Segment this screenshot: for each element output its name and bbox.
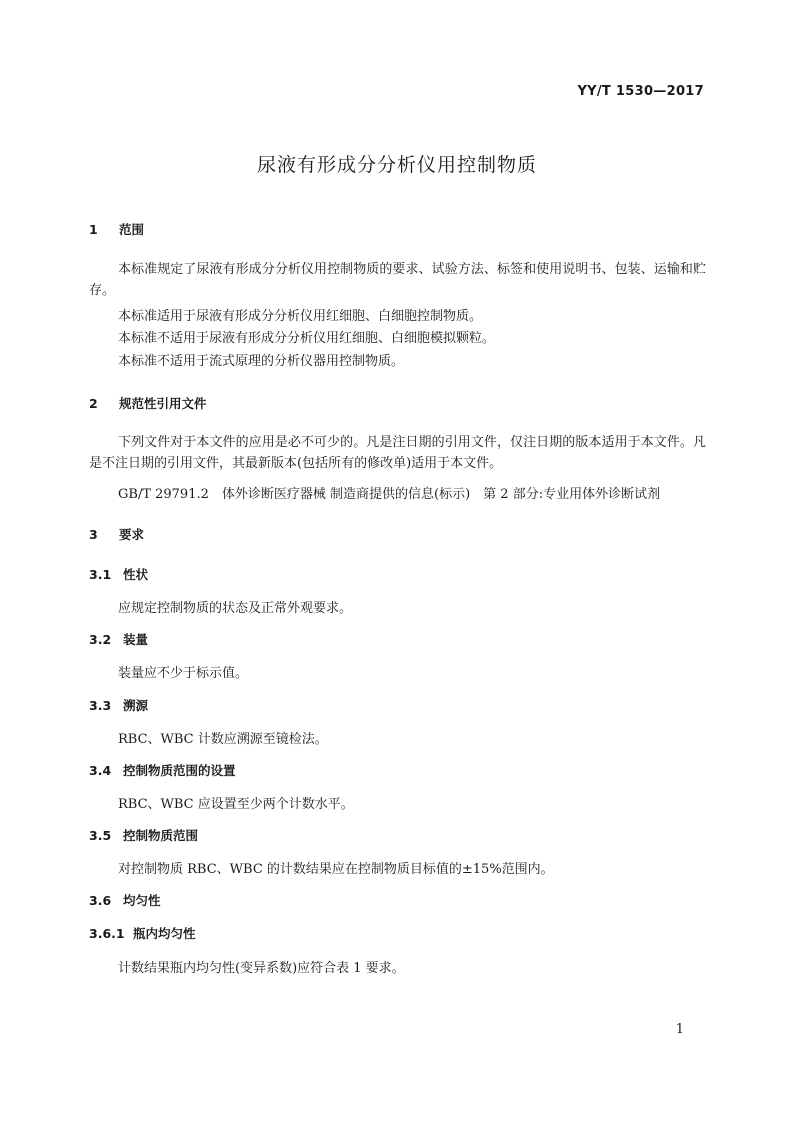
standard-code: YY/T 1530—2017: [577, 84, 704, 99]
section-title: 规范性引用文件: [119, 396, 207, 411]
section-number: 3.3: [89, 698, 112, 713]
section-heading-2: [89, 394, 207, 412]
section-title: 控制物质范围: [123, 828, 199, 843]
paragraph: 对控制物质 RBC、WBC 的计数结果应在控制物质目标值的±15%范围内。: [118, 862, 554, 877]
section-title: 均匀性: [123, 893, 161, 908]
subsection-heading-3-1: [89, 565, 148, 583]
section-title: 范围: [119, 222, 145, 237]
paragraph: 本标准不适用于流式原理的分析仪器用控制物质。: [118, 354, 405, 369]
document-title: 尿液有形成分分析仪用控制物质: [256, 154, 537, 176]
normative-reference: GB/T 29791.2 体外诊断医疗器械 制造商提供的信息(标示) 第 2 部分:专业用体外诊断试剂: [118, 487, 661, 502]
subsection-heading-3-5: [89, 826, 198, 844]
paragraph: 本标准适用于尿液有形成分分析仪用红细胞、白细胞控制物质。: [118, 309, 483, 324]
section-title: 溯源: [123, 698, 149, 713]
section-number: 3.2: [89, 632, 112, 647]
section-number: 3.4: [89, 763, 112, 778]
section-title: 控制物质范围的设置: [123, 763, 236, 778]
paragraph: 装量应不少于标示值。: [118, 666, 249, 681]
section-number: 2: [89, 396, 98, 411]
paragraph: 计数结果瓶内均匀性(变异系数)应符合表 1 要求。: [118, 961, 405, 976]
section-number: 3.1: [89, 567, 112, 582]
paragraph: 下列文件对于本文件的应用是必不可少的。凡是注日期的引用文件，仅注日期的版本适用于本文件。凡是不注日期的引用文件，其最新版本(包括所有的修改单)适用于本文件。: [89, 435, 706, 471]
subsection-heading-3-3: [89, 696, 148, 714]
paragraph: RBC、WBC 计数应溯源至镜检法。: [118, 732, 328, 747]
page-number: 1: [675, 1022, 684, 1037]
section-heading-3: [89, 525, 144, 543]
section-title: 装量: [123, 632, 149, 647]
section-heading-1: [89, 220, 144, 238]
section-number: 3.5: [89, 828, 112, 843]
paragraph: 应规定控制物质的状态及正常外观要求。: [118, 601, 353, 616]
section-number: 3.6: [89, 893, 112, 908]
section-number: 3.6.1: [89, 926, 125, 941]
section-title: 要求: [119, 527, 145, 542]
section-title: 瓶内均匀性: [133, 926, 196, 941]
section-number: 1: [89, 222, 98, 237]
section-number: 3: [89, 527, 98, 542]
paragraph: 本标准不适用于尿液有形成分分析仪用红细胞、白细胞模拟颗粒。: [118, 331, 496, 346]
section-title: 性状: [123, 567, 149, 582]
subsection-heading-3-4: [89, 761, 236, 779]
paragraph: 本标准规定了尿液有形成分分析仪用控制物质的要求、试验方法、标签和使用说明书、包装、运输和贮存。: [89, 262, 706, 298]
subsection-heading-3-6: [89, 891, 161, 909]
subsection-heading-3-2: [89, 630, 148, 648]
paragraph: RBC、WBC 应设置至少两个计数水平。: [118, 797, 354, 812]
subsection-heading-3-6-1: [89, 924, 196, 942]
